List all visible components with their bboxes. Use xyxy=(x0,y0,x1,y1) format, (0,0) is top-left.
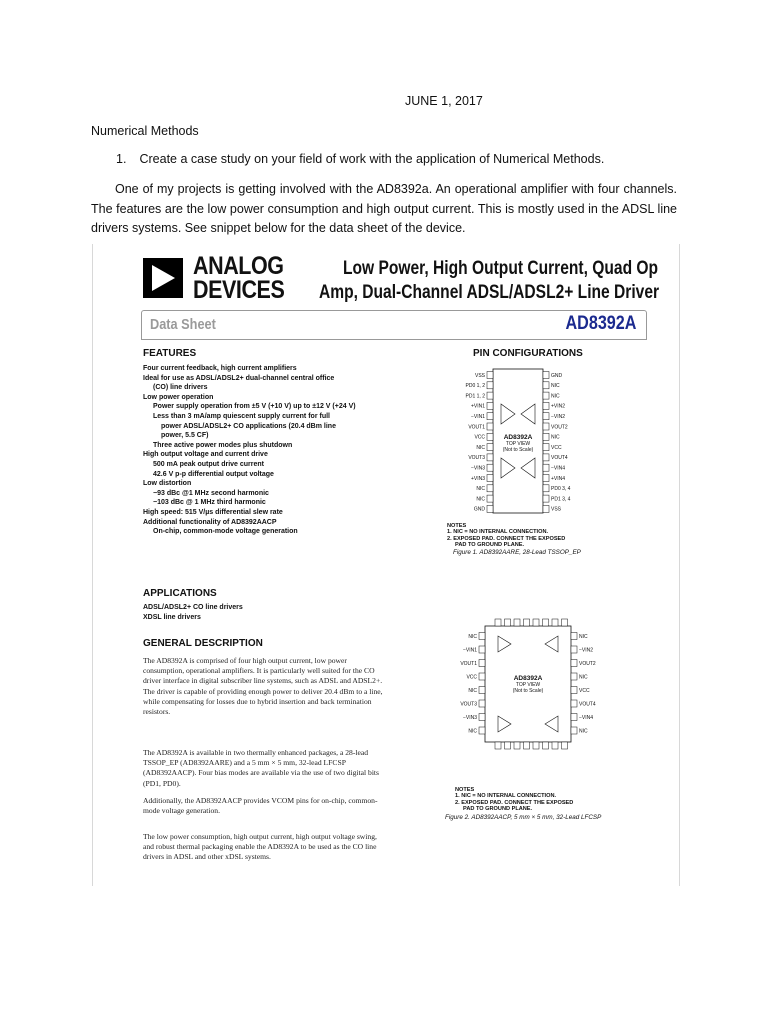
question-text: Create a case study on your field of work with the application of Numerical Methods. xyxy=(139,152,605,166)
pin-label: −VIN1 xyxy=(470,414,485,420)
pin-box xyxy=(571,687,577,694)
chip-label: AD8392A xyxy=(503,434,533,441)
pin-box xyxy=(543,382,549,389)
pin-label: NIC xyxy=(468,687,477,694)
pin-label: VCC xyxy=(474,434,485,441)
note: 1. NIC = NO INTERNAL CONNECTION. xyxy=(447,529,549,536)
pin-label: +VIN2 xyxy=(551,403,566,410)
datasheet-title-line2: Amp, Dual-Channel ADSL/ADSL2+ Line Driver xyxy=(319,282,660,303)
pin-box xyxy=(487,382,493,389)
chip-sub-label: (Not to Scale) xyxy=(502,447,534,453)
pin-box xyxy=(495,619,501,626)
pin-box xyxy=(543,505,549,512)
pin-box xyxy=(487,485,493,492)
pin-box xyxy=(514,619,520,626)
pin-box xyxy=(514,742,520,749)
feature-item: Less than 3 mA/amp quiescent supply current for full xyxy=(153,412,330,420)
pin-label: −VIN3 xyxy=(462,714,477,721)
feature-item: Additional functionality of AD8392AACP xyxy=(143,518,277,526)
pin-box xyxy=(543,423,549,430)
pin-box xyxy=(505,619,511,626)
pin-label: VOUT2 xyxy=(551,424,568,431)
pin-label: NIC xyxy=(579,728,588,735)
applications-heading: APPLICATIONS xyxy=(143,588,217,599)
pin-box xyxy=(543,742,549,749)
pin-label: NIC xyxy=(551,434,560,441)
pin-label: VOUT3 xyxy=(468,455,485,462)
pin-box xyxy=(543,413,549,420)
feature-item: −103 dBc @ 1 MHz third harmonic xyxy=(153,499,266,507)
pin-label: VCC xyxy=(551,444,562,451)
note: 2. EXPOSED PAD. CONNECT THE EXPOSED xyxy=(455,799,574,806)
figure1-notes xyxy=(447,523,565,549)
features-heading: FEATURES xyxy=(143,348,197,359)
pin-box xyxy=(543,392,549,399)
figure2-notes xyxy=(455,787,573,813)
chip-sub-label: (Not to Scale) xyxy=(512,688,544,694)
pin-box xyxy=(487,413,493,420)
pin-label: VOUT1 xyxy=(460,660,477,667)
datasheet-bar xyxy=(141,310,647,340)
pin-box xyxy=(533,742,539,749)
pin-label: VSS xyxy=(551,506,562,513)
chip-label: AD8392A xyxy=(513,675,543,682)
pin-label: VOUT2 xyxy=(579,660,596,667)
pin-box xyxy=(571,633,577,640)
pin-box xyxy=(552,619,558,626)
pin-box xyxy=(543,475,549,482)
pin-label: NIC xyxy=(476,496,485,503)
pin-label: VCC xyxy=(466,674,477,681)
pin-box xyxy=(487,392,493,399)
pin-label: VSS xyxy=(474,372,485,379)
figure1-caption: Figure 1. AD8392AARE, 28-Lead TSSOP_EP xyxy=(453,549,581,556)
body-paragraph: One of my projects is getting involved with the AD8392a. An operational amplifier with four channels. The features are the low power consumption and high output current. This is mostly used in the ADSL line drivers systems. See snippet below for the data sheet of the device. xyxy=(91,182,677,235)
pin-box xyxy=(479,633,485,640)
note: 1. NIC = NO INTERNAL CONNECTION. xyxy=(455,793,557,800)
pin-label: VOUT4 xyxy=(579,701,596,708)
feature-item: Low distortion xyxy=(143,480,192,488)
pin-label: PD0 3, 4 xyxy=(551,486,571,493)
pin-label: −VIN3 xyxy=(470,465,485,472)
pin-box xyxy=(562,742,568,749)
pin-label: NIC xyxy=(476,486,485,493)
pin-box xyxy=(543,495,549,502)
feature-item: High output voltage and current drive xyxy=(143,451,268,459)
pin-box xyxy=(487,423,493,430)
part-number: AD8392A xyxy=(565,313,636,334)
pin-label: VOUT4 xyxy=(551,455,568,462)
pin-label: NIC xyxy=(579,633,588,640)
lfcsp-pinout-diagram xyxy=(443,584,613,784)
pin-configurations-heading: PIN CONFIGURATIONS xyxy=(473,348,583,359)
pin-box xyxy=(524,742,530,749)
pin-label: +VIN1 xyxy=(470,403,485,410)
pin-box xyxy=(479,673,485,680)
note: PAD TO GROUND PLANE. xyxy=(455,542,525,549)
pin-box xyxy=(487,402,493,409)
feature-item: Ideal for use as ADSL/ADSL2+ dual-channel central office xyxy=(143,374,335,382)
pin-box xyxy=(543,619,549,626)
pin-label: GND xyxy=(473,506,485,513)
brand-line1: ANALOG xyxy=(193,252,284,280)
general-paragraph: Additionally, the AD8392AACP provides VCOM pins for on-chip, common-mode voltage generation. xyxy=(143,796,378,816)
notes-title: NOTES xyxy=(455,787,475,793)
pin-box xyxy=(479,714,485,721)
pin-label: NIC xyxy=(579,674,588,681)
general-paragraph: The AD8392A is comprised of four high output current, low power consumption, operational amplifiers. It is particularly well suited for the CO driver interface in digital subscriber line systems, such as ADSL and ADSL2+. The driver is capable of providing enough power to deliver 20.4 dBm to a line, while compensating for losses due to hybrid insertion and back termination resistors. xyxy=(143,656,383,717)
list-item: XDSL line drivers xyxy=(143,613,201,621)
feature-item: 42.6 V p-p differential output voltage xyxy=(153,470,274,478)
pin-box xyxy=(487,454,493,461)
pin-box xyxy=(571,714,577,721)
pin-label: +VIN4 xyxy=(551,475,566,482)
chip-sub-label: TOP VIEW xyxy=(505,441,531,447)
pin-label: VOUT3 xyxy=(460,701,477,708)
pin-box xyxy=(533,619,539,626)
pin-box xyxy=(479,727,485,734)
feature-item: (CO) line drivers xyxy=(153,384,208,392)
pin-label: −VIN1 xyxy=(462,647,477,654)
pin-box xyxy=(571,673,577,680)
feature-item: −93 dBc @1 MHz second harmonic xyxy=(153,489,269,497)
pin-label: NIC xyxy=(551,393,560,400)
pin-box xyxy=(487,372,493,379)
datasheet-title-line1: Low Power, High Output Current, Quad Op xyxy=(343,258,659,279)
pin-label: −VIN2 xyxy=(579,647,594,654)
pin-box xyxy=(571,660,577,667)
question-number: 1. xyxy=(116,152,127,166)
pin-label: PD1 3, 4 xyxy=(551,496,571,503)
pin-box xyxy=(562,619,568,626)
pin-label: +VIN3 xyxy=(470,475,485,482)
feature-item: power ADSL/ADSL2+ CO applications (20.4 dBm line xyxy=(161,422,336,430)
pin-label: NIC xyxy=(476,444,485,451)
pin-box xyxy=(487,475,493,482)
pin-box xyxy=(479,646,485,653)
feature-item: Low power operation xyxy=(143,393,214,401)
chip-sub-label: TOP VIEW xyxy=(515,682,541,688)
section-title: Numerical Methods xyxy=(91,124,199,138)
note: PAD TO GROUND PLANE. xyxy=(463,806,533,813)
pin-box xyxy=(487,433,493,440)
pin-box xyxy=(479,700,485,707)
pin-box xyxy=(571,646,577,653)
pin-box xyxy=(571,700,577,707)
list-item: ADSL/ADSL2+ CO line drivers xyxy=(143,604,243,611)
pin-box xyxy=(487,464,493,471)
question-item xyxy=(116,152,604,166)
pin-box xyxy=(543,372,549,379)
datasheet-label: Data Sheet xyxy=(150,316,216,333)
pin-box xyxy=(543,464,549,471)
features-list xyxy=(143,364,393,537)
pin-label: GND xyxy=(551,372,563,379)
pin-label: −VIN4 xyxy=(579,714,594,721)
feature-item: On-chip, common-mode voltage generation xyxy=(153,528,298,536)
figure2-caption: Figure 2. AD8392AACP, 5 mm × 5 mm, 32-Lead LFCSP xyxy=(445,814,602,821)
pin-box xyxy=(524,619,530,626)
pin-label: NIC xyxy=(468,633,477,640)
pin-box xyxy=(543,433,549,440)
pin-label: NIC xyxy=(468,728,477,735)
feature-item: Four current feedback, high current amplifiers xyxy=(143,365,297,372)
feature-item: Power supply operation from ±5 V (+10 V) up to ±12 V (+24 V) xyxy=(153,403,356,411)
general-paragraph: The low power consumption, high output current, high output voltage swing, and robust thermal packaging enable the AD8392A to be used as the CO line drivers in ADSL and other xDSL systems. xyxy=(143,832,377,862)
feature-item: Three active power modes plus shutdown xyxy=(153,441,293,449)
pin-box xyxy=(495,742,501,749)
page-date: JUNE 1, 2017 xyxy=(405,94,483,108)
pin-box xyxy=(543,454,549,461)
notes-title: NOTES xyxy=(447,523,467,529)
pin-box xyxy=(479,660,485,667)
pin-box xyxy=(543,485,549,492)
general-paragraph: The AD8392A is available in two thermally enhanced packages, a 28-lead TSSOP_EP (AD8392AARE) and a 5 mm × 5 mm, 32-lead LFCSP (AD8392AACP). Four bias modes are available via the use of two digital bits (PD1, PD0). xyxy=(143,748,379,788)
pin-box xyxy=(479,687,485,694)
note: 2. EXPOSED PAD. CONNECT THE EXPOSED xyxy=(447,535,566,542)
feature-item: power, 5.5 CF) xyxy=(161,432,209,440)
datasheet-snippet-image xyxy=(92,244,680,886)
general-description-heading: GENERAL DESCRIPTION xyxy=(143,638,263,649)
feature-item: High speed: 515 V/µs differential slew rate xyxy=(143,508,283,516)
applications-list xyxy=(143,603,393,622)
pin-label: −VIN4 xyxy=(551,465,566,472)
pin-box xyxy=(487,495,493,502)
tssop-pinout-diagram xyxy=(443,366,593,516)
pin-label: VCC xyxy=(579,687,590,694)
pin-box xyxy=(543,444,549,451)
pin-label: −VIN2 xyxy=(551,414,566,420)
pin-box xyxy=(552,742,558,749)
pin-box xyxy=(543,402,549,409)
feature-item: 500 mA peak output drive current xyxy=(153,460,264,468)
pin-label: PD1 1, 2 xyxy=(465,393,485,400)
pin-label: VOUT1 xyxy=(468,424,485,431)
brand-line2: DEVICES xyxy=(193,276,285,304)
analog-devices-logo-icon xyxy=(143,258,183,298)
pin-label: PD0 1, 2 xyxy=(465,383,485,390)
pin-box xyxy=(571,727,577,734)
pin-box xyxy=(505,742,511,749)
pin-label: NIC xyxy=(551,383,560,390)
pin-box xyxy=(487,505,493,512)
pin-box xyxy=(487,444,493,451)
